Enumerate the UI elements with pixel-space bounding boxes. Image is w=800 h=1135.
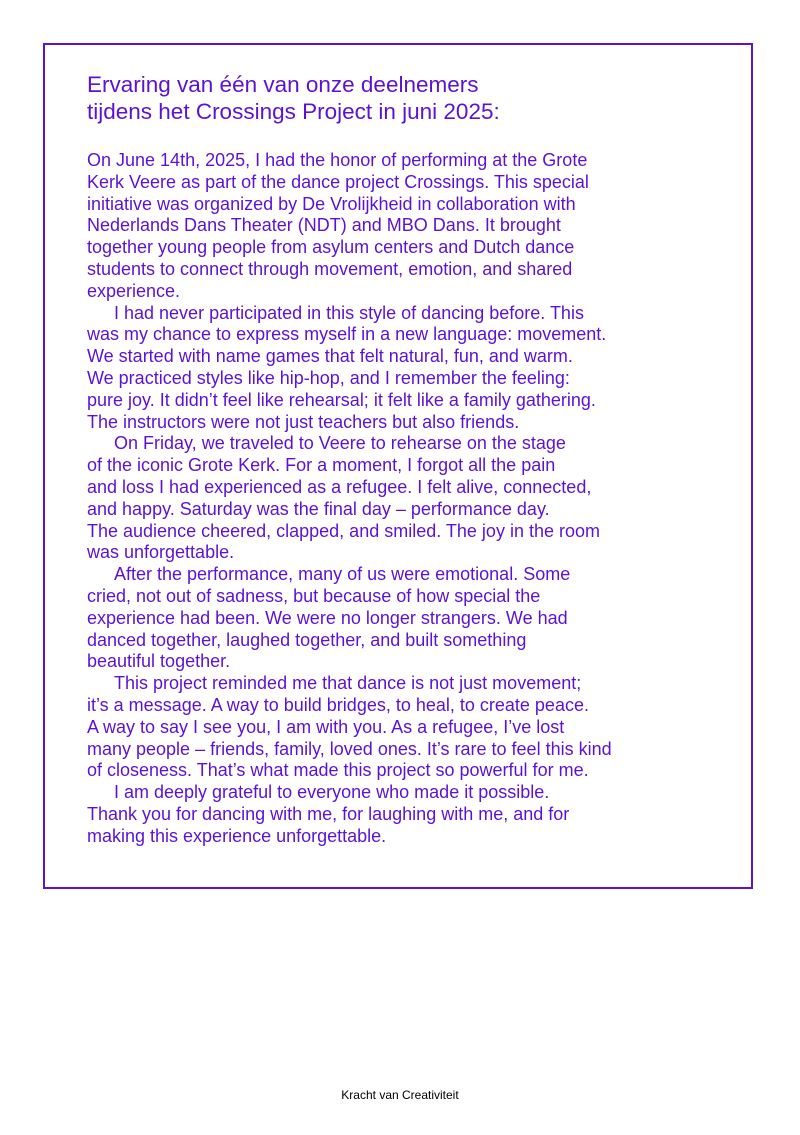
text-line: experience had been. We were no longer strangers. We had — [87, 607, 568, 628]
text-line: was unforgettable. — [87, 542, 235, 563]
paragraph-4 — [87, 564, 727, 673]
text-line: students to connect through movement, emotion, and shared — [87, 258, 573, 279]
text-line: together young people from asylum centers and Dutch dance — [87, 237, 575, 258]
paragraph-5 — [87, 673, 727, 782]
text-line: initiative was organized by De Vrolijkheid in collaboration with — [87, 193, 576, 214]
paragraph-2 — [87, 303, 727, 434]
text-line: Kerk Veere as part of the dance project Crossings. This special — [87, 171, 589, 192]
paragraph-3 — [87, 433, 727, 564]
text-line: danced together, laughed together, and built something — [87, 629, 527, 650]
text-line: After the performance, many of us were emotional. Some — [114, 564, 571, 585]
text-line: pure joy. It didn’t feel like rehearsal; it felt like a family gathering. — [87, 389, 596, 410]
text-line: and loss I had experienced as a refugee. I felt alive, connected, — [87, 476, 592, 497]
text-line: On June 14th, 2025, I had the honor of performing at the Grote — [87, 150, 588, 170]
paragraph-1 — [87, 150, 727, 303]
text-line: I am deeply grateful to everyone who made it possible. — [114, 782, 550, 803]
text-line: We started with name games that felt natural, fun, and warm. — [87, 346, 573, 367]
text-line: beautiful together. — [87, 651, 231, 672]
text-line: A way to say I see you, I am with you. As a refugee, I’ve lost — [87, 716, 565, 737]
text-line: it’s a message. A way to build bridges, to heal, to create peace. — [87, 694, 589, 715]
text-line: On Friday, we traveled to Veere to rehearse on the stage — [114, 433, 566, 454]
text-line: cried, not out of sadness, but because of how special the — [87, 585, 541, 606]
text-line: of the iconic Grote Kerk. For a moment, I forgot all the pain — [87, 455, 556, 476]
text-line: Nederlands Dans Theater (NDT) and MBO Dans. It brought — [87, 215, 561, 236]
text-line: The instructors were not just teachers but also friends. — [87, 411, 520, 432]
text-line: and happy. Saturday was the final day – performance day. — [87, 498, 550, 519]
text-line: The audience cheered, clapped, and smiled. The joy in the room — [87, 520, 600, 541]
title-line-1: Ervaring van één van onze deelnemers — [87, 72, 479, 97]
text-line: I had never participated in this style of dancing before. This — [114, 302, 584, 323]
text-line: many people – friends, family, loved ones. It’s rare to feel this kind — [87, 738, 612, 759]
paragraph-6 — [87, 782, 727, 847]
text-line: This project reminded me that dance is not just movement; — [114, 673, 582, 694]
text-line: of closeness. That’s what made this project so powerful for me. — [87, 760, 589, 781]
page-title — [87, 71, 727, 125]
page-footer: Kracht van Creativiteit — [341, 1088, 459, 1102]
title-line-2: tijdens het Crossings Project in juni 2025: — [87, 99, 500, 124]
text-line: Thank you for dancing with me, for laughing with me, and for — [87, 803, 570, 824]
text-line: was my chance to express myself in a new language: movement. — [87, 324, 607, 345]
text-line: making this experience unforgettable. — [87, 825, 387, 846]
text-line: experience. — [87, 280, 181, 301]
testimonial-body — [87, 150, 727, 848]
text-line: We practiced styles like hip-hop, and I remember the feeling: — [87, 367, 570, 388]
